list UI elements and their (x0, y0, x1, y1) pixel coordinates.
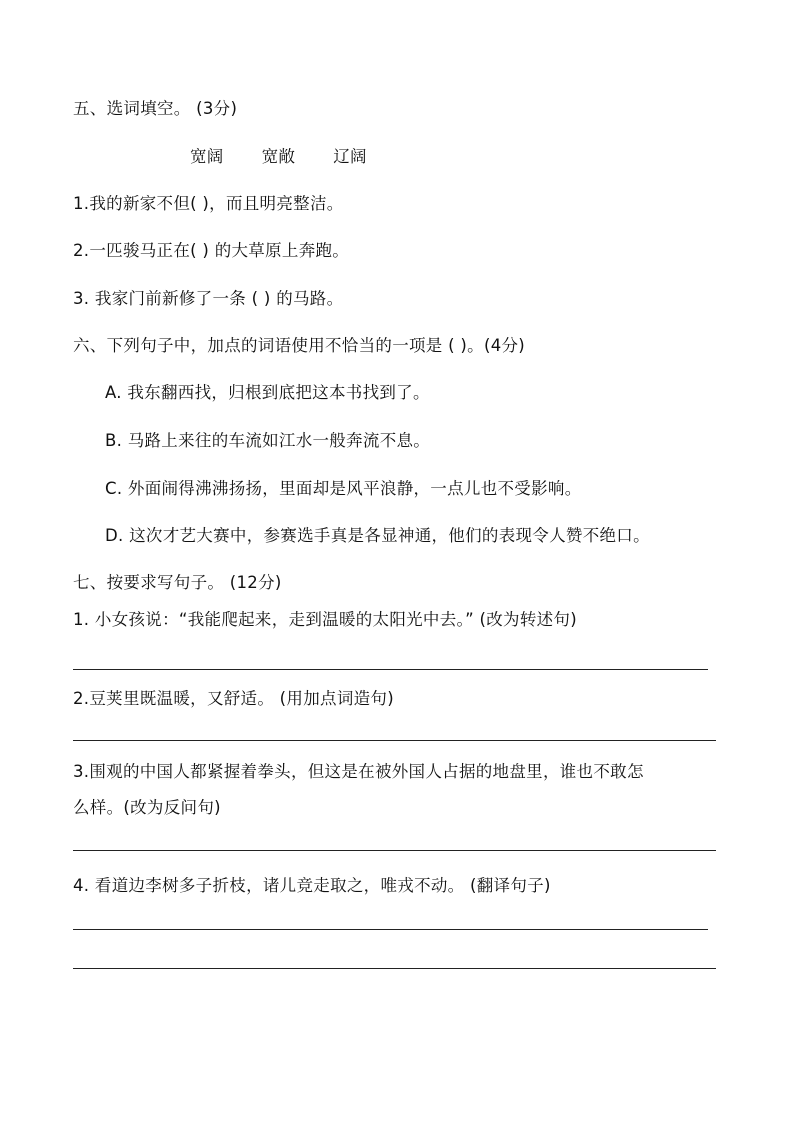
section6-option-a: A. 我东翻西找，归根到底把这本书找到了。 (105, 383, 430, 402)
word-option: 宽阔 (190, 147, 224, 166)
answer-line (73, 740, 716, 741)
section7-title: 七、按要求写句子。 (12分) (73, 573, 282, 592)
answer-line (73, 968, 716, 969)
word-bank (190, 146, 405, 168)
section5-title: 五、选词填空。 (3分) (73, 99, 238, 118)
section7-question-3-line1: 3.围观的中国人都紧握着拳头，但这是在被外国人占据的地盘里，谁也不敢怎 (73, 762, 644, 781)
section7-question-3-line2: 么样。(改为反问句) (73, 798, 221, 817)
section6-title: 六、下列句子中，加点的词语使用不恰当的一项是 ( )。(4分) (73, 336, 526, 355)
section5-question-2: 2.一匹骏马正在( ) 的大草原上奔跑。 (73, 241, 350, 260)
section6-option-b: B. 马路上来往的车流如江水一般奔流不息。 (105, 431, 431, 450)
section7-question-1: 1. 小女孩说：“我能爬起来，走到温暖的太阳光中去。” (改为转述句) (73, 610, 577, 629)
section7-question-4: 4. 看道边李树多子折枝，诸儿竞走取之，唯戎不动。 (翻译句子) (73, 876, 551, 895)
answer-line (73, 929, 708, 930)
section5-question-1: 1.我的新家不但( )，而且明亮整洁。 (73, 194, 344, 213)
answer-line (73, 669, 708, 670)
section7-question-2: 2.豆荚里既温暖，又舒适。 (用加点词造句) (73, 689, 394, 708)
answer-line (73, 850, 716, 851)
word-option: 宽敞 (261, 147, 296, 166)
section6-option-c: C. 外面闹得沸沸扬扬，里面却是风平浪静，一点儿也不受影响。 (105, 479, 582, 498)
section6-option-d: D. 这次才艺大赛中，参赛选手真是各显神通，他们的表现令人赞不绝口。 (105, 526, 650, 545)
section5-question-3: 3. 我家门前新修了一条 ( ) 的马路。 (73, 289, 344, 308)
word-option: 辽阔 (333, 147, 367, 166)
